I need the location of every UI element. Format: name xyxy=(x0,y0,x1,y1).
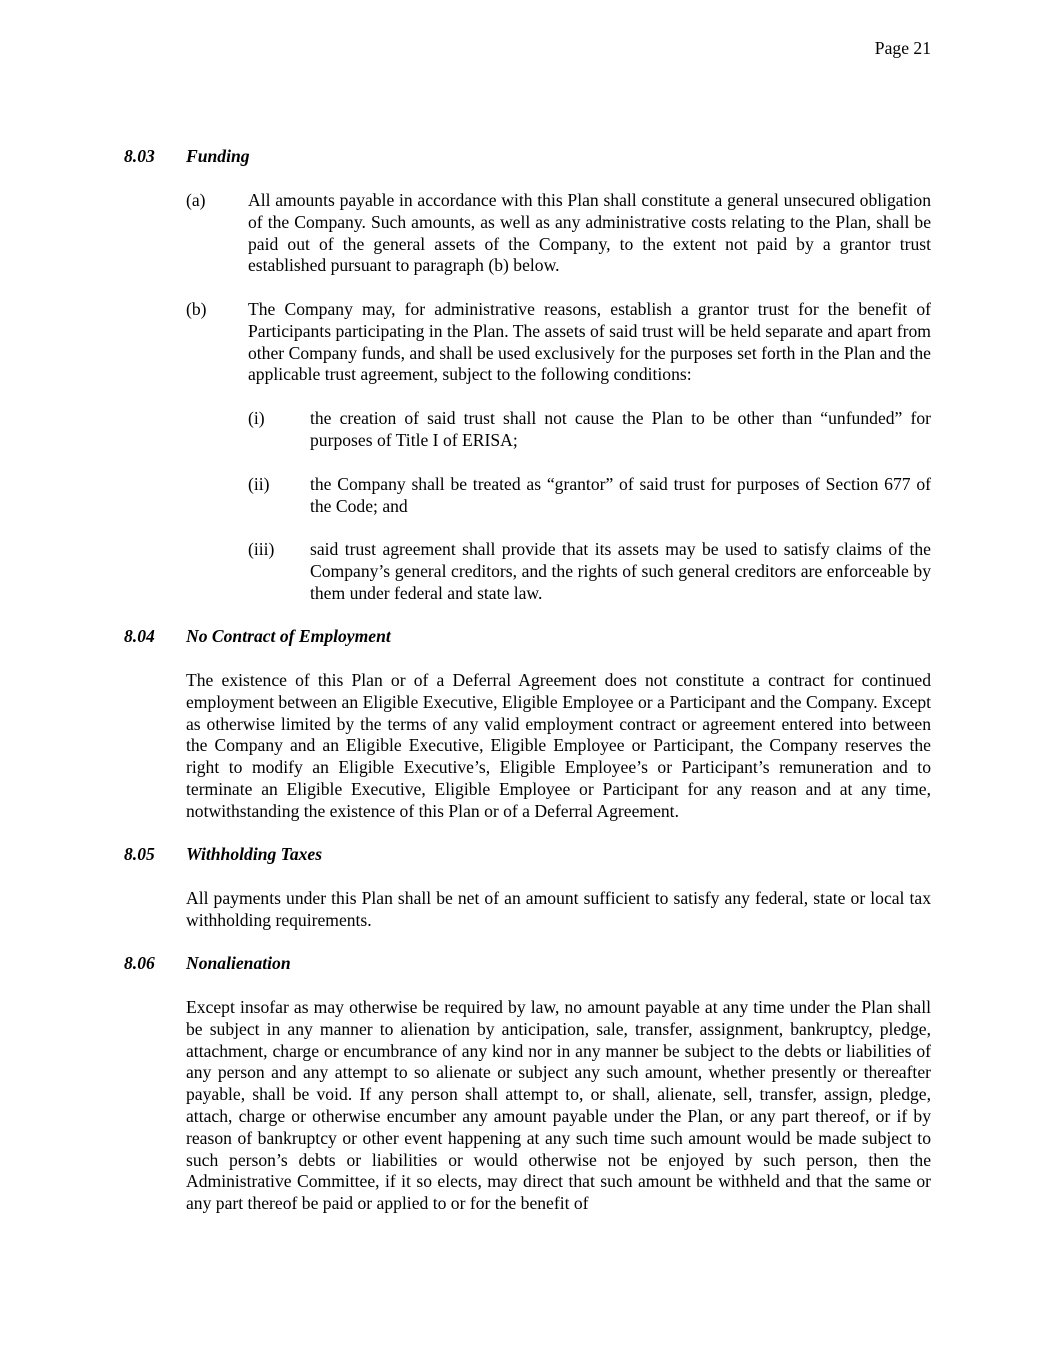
paragraph-label-a: (a) xyxy=(186,190,206,210)
section-8-05-text: All payments under this Plan shall be net of an amount sufficient to satisfy any federal, state or local tax withholding requirements. xyxy=(186,888,931,930)
section-number: 8.05 xyxy=(124,844,155,864)
subparagraph-ii-text: the Company shall be treated as “grantor” of said trust for purposes of Section 677 of the Code; and xyxy=(310,474,931,516)
section-8-06-text: Except insofar as may otherwise be required by law, no amount payable at any time under the Plan shall be subject in any manner to alienation by anticipation, sale, transfer, assignment, bankruptcy, pledge, attachment, charge or encumbrance of any kind nor in any manner be subject to the debts or liabilities of any person and any attempt to so alienate or subject any such amount, whether presently or thereafter payable, shall be void. If any person shall attempt to, or shall, alienate, sell, transfer, assign, pledge, attach, charge or otherwise encumber any amount payable under the Plan, or any part thereof, or if by reason of bankruptcy or other event happening at any such time such amount would be made subject to such person’s debts or liabilities or would otherwise not be enjoyed by such person, then the Administrative Committee, if it so elects, may direct that such amount be withheld and that the same or any part thereof be paid or applied to or for the benefit of xyxy=(186,997,931,1214)
subparagraph-iii-text: said trust agreement shall provide that its assets may be used to satisfy claims of the Company’s general creditors, and the rights of such general creditors are enforceable by them under federal and state law. xyxy=(310,539,931,603)
paragraph-b-text: The Company may, for administrative reasons, establish a grantor trust for the benefit of Participants participating in the Plan. The assets of said trust will be held separate and apart from other Company funds, and shall be used exclusively for the purposes set forth in the Plan and the applicable trust agreement, subject to the following conditions: xyxy=(248,299,931,385)
page-number: Page 21 xyxy=(874,38,931,58)
section-heading-8-05 xyxy=(124,844,322,866)
paragraph-label-b: (b) xyxy=(186,299,207,319)
section-title: Funding xyxy=(186,146,250,166)
subparagraph-i-text: the creation of said trust shall not cause the Plan to be other than “unfunded” for purposes of Title I of ERISA; xyxy=(310,408,931,450)
paragraph-a-text: All amounts payable in accordance with this Plan shall constitute a general unsecured obligation of the Company. Such amounts, as well as any administrative costs relating to the Plan, shall be paid out of the general assets of the Company, to the extent not paid by a grantor trust established pursuant to paragraph (b) below. xyxy=(248,190,931,276)
section-heading-8-03 xyxy=(124,146,250,168)
section-number: 8.04 xyxy=(124,626,155,646)
section-title: Withholding Taxes xyxy=(186,844,323,864)
section-number: 8.06 xyxy=(124,953,155,973)
subparagraph-label-i: (i) xyxy=(248,408,265,428)
section-heading-8-06 xyxy=(124,953,291,975)
subparagraph-label-ii: (ii) xyxy=(248,474,270,494)
subparagraph-label-iii: (iii) xyxy=(248,539,275,559)
section-heading-8-04 xyxy=(124,626,391,648)
section-title: Nonalienation xyxy=(186,953,291,973)
section-title: No Contract of Employment xyxy=(186,626,391,646)
section-8-04-text: The existence of this Plan or of a Deferral Agreement does not constitute a contract for continued employment between an Eligible Executive, Eligible Employee or a Participant and the Company. Except as otherwise limited by the terms of any valid employment contract or agreement entered into between the Company and an Eligible Executive, Eligible Employee or Participant, the Company reserves the right to modify an Eligible Executive’s, Eligible Employee’s or Participant’s remuneration and to terminate an Eligible Executive, Eligible Employee or Participant for any reason and at any time, notwithstanding the existence of this Plan or of a Deferral Agreement. xyxy=(186,670,931,821)
section-number: 8.03 xyxy=(124,146,155,166)
